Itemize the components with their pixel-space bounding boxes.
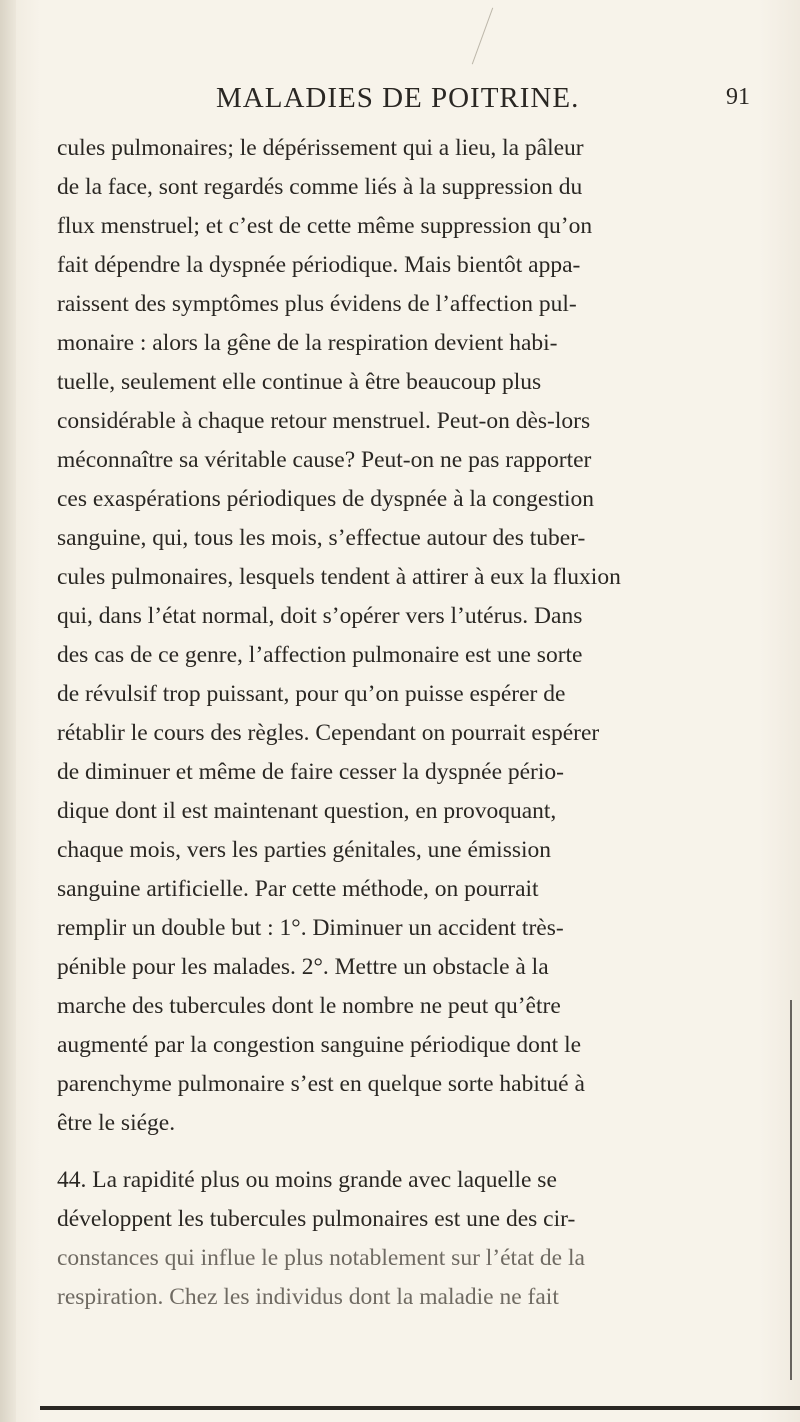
text-line: fait dépendre la dyspnée périodique. Mais bientôt appa-	[57, 252, 581, 278]
text-line: pénible pour les malades. 2°. Mettre un obstacle à la	[57, 954, 549, 980]
text-line: tuelle, seulement elle continue à être beaucoup plus	[57, 369, 542, 395]
text-line: marche des tubercules dont le nombre ne peut qu’être	[57, 993, 561, 1019]
text-line: ces exaspérations périodiques de dyspnée à la congestion	[57, 486, 595, 512]
text-line: de révulsif trop puissant, pour qu’on puisse espérer de	[57, 681, 566, 707]
page-gutter-shadow	[0, 0, 16, 1422]
page-edge-rule	[790, 1000, 792, 1380]
text-line: de diminuer et même de faire cesser la dyspnée pério-	[57, 759, 564, 785]
text-line: respiration. Chez les individus dont la maladie ne fait	[57, 1284, 559, 1310]
paragraph-1	[57, 129, 792, 1143]
text-line: cules pulmonaires; le dépérissement qui a lieu, la pâleur	[57, 135, 584, 161]
text-line: rétablir le cours des règles. Cependant on pourrait espérer	[57, 720, 600, 746]
text-line: constances qui influe le plus notablement sur l’état de la	[57, 1245, 585, 1271]
page-number: 91	[726, 84, 750, 110]
text-line: remplir un double but : 1°. Diminuer un accident très-	[57, 915, 564, 941]
text-line: cules pulmonaires, lesquels tendent à attirer à eux la fluxion	[57, 564, 621, 590]
text-line: sanguine artificielle. Par cette méthode, on pourrait	[57, 876, 539, 902]
text-line: parenchyme pulmonaire s’est en quelque sorte habitué à	[57, 1071, 585, 1097]
text-line: augmenté par la congestion sanguine périodique dont le	[57, 1032, 582, 1058]
text-line: monaire : alors la gêne de la respiration devient habi-	[57, 330, 558, 356]
stray-pencil-mark	[472, 8, 493, 65]
paragraph-2	[57, 1161, 792, 1317]
running-head	[0, 82, 800, 122]
text-line: qui, dans l’état normal, doit s’opérer vers l’utérus. Dans	[57, 603, 583, 629]
text-line: 44. La rapidité plus ou moins grande avec laquelle se	[57, 1167, 557, 1193]
text-line: flux menstruel; et c’est de cette même suppression qu’on	[57, 213, 593, 239]
text-line: raissent des symptômes plus évidens de l’affection pul-	[57, 291, 577, 317]
text-line: sanguine, qui, tous les mois, s’effectue autour des tuber-	[57, 525, 586, 551]
text-block	[57, 129, 792, 1317]
text-line: dique dont il est maintenant question, en provoquant,	[57, 798, 557, 824]
text-line: être le siége.	[57, 1110, 176, 1136]
text-line: chaque mois, vers les parties génitales, une émission	[57, 837, 552, 863]
text-line: de la face, sont regardés comme liés à la suppression du	[57, 174, 583, 200]
text-line: considérable à chaque retour menstruel. Peut-on dès-lors	[57, 408, 591, 434]
running-title: MALADIES DE POITRINE.	[216, 82, 580, 114]
bottom-edge-rule	[40, 1406, 800, 1410]
text-line: des cas de ce genre, l’affection pulmonaire est une sorte	[57, 642, 583, 668]
text-line: méconnaître sa véritable cause? Peut-on ne pas rapporter	[57, 447, 592, 473]
text-line: développent les tubercules pulmonaires est une des cir-	[57, 1206, 576, 1232]
